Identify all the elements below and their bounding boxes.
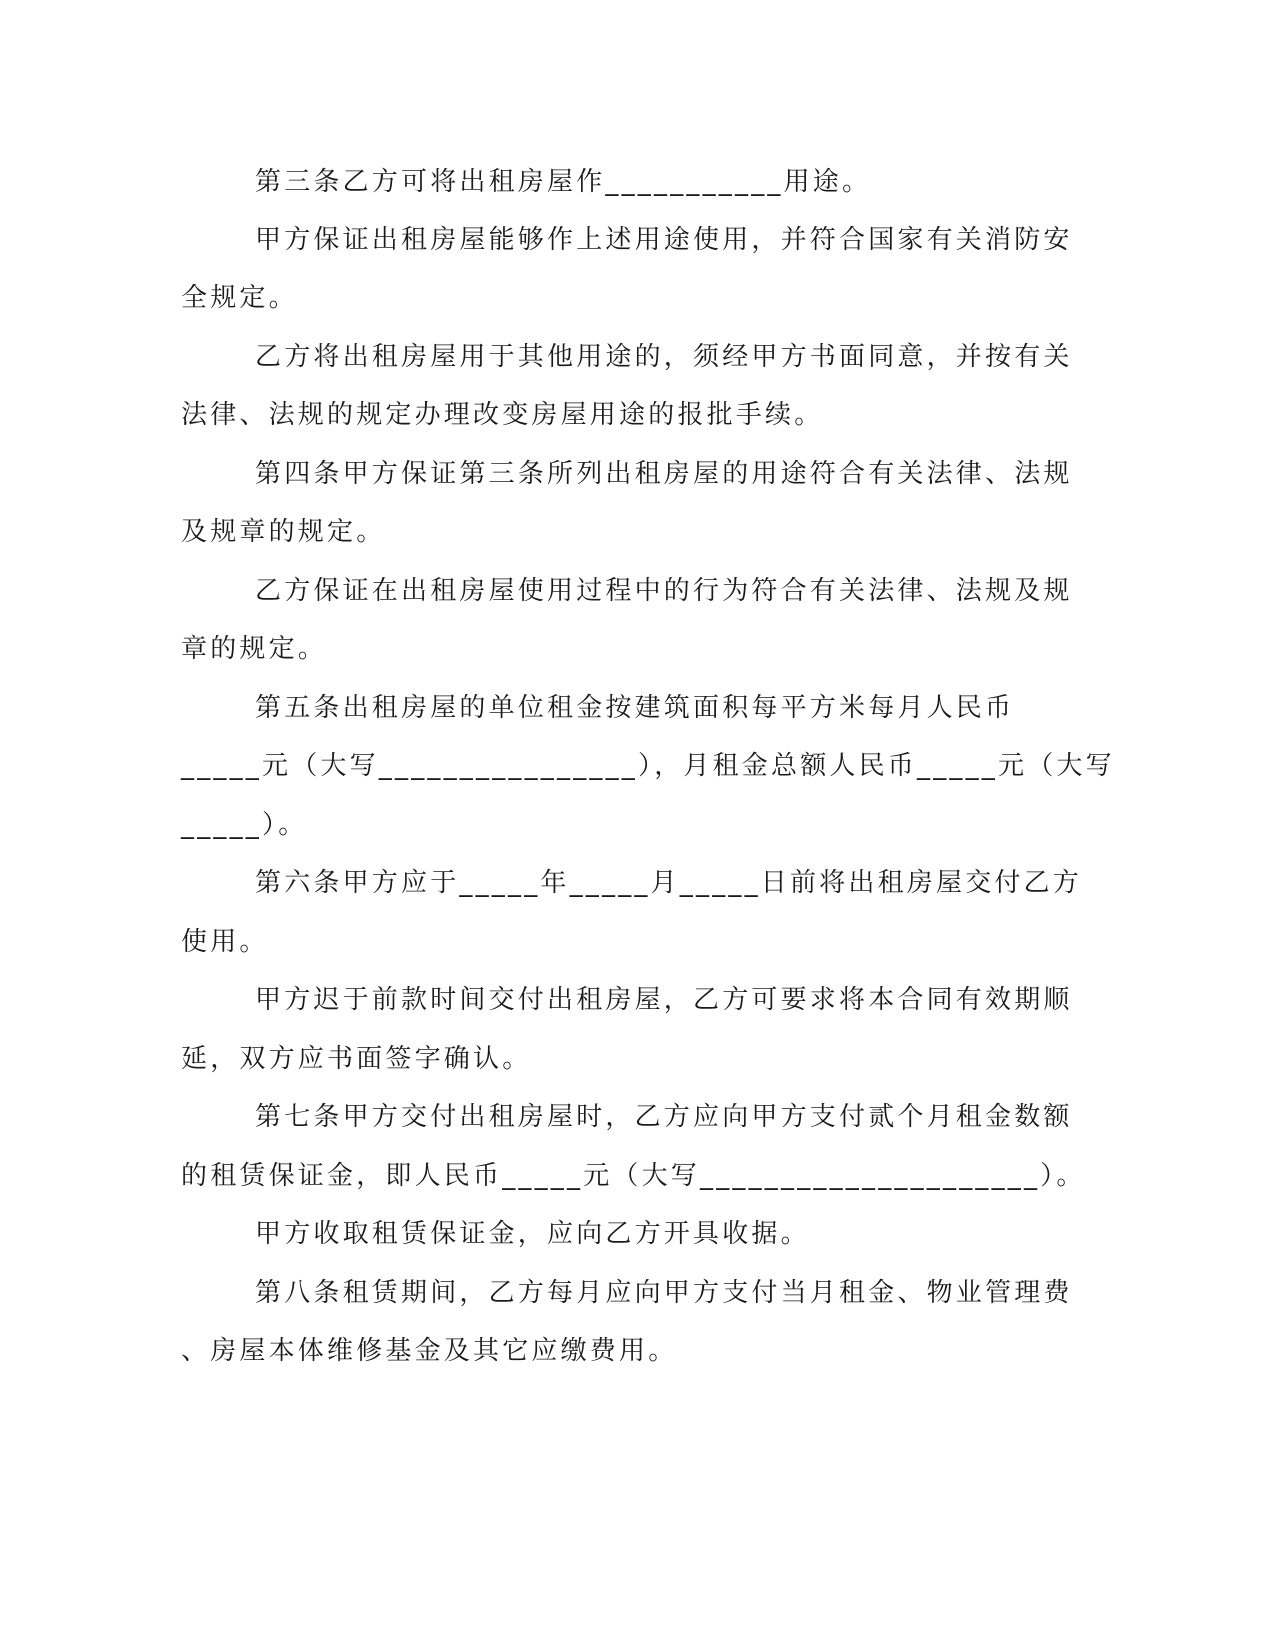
article-8-line-2: 、房屋本体维修基金及其它应缴费用。 — [181, 1336, 678, 1366]
article-3-use-line: 第三条乙方可将出租房屋作___________用途。 — [255, 167, 872, 197]
article-5-line-3: _____）。 — [181, 810, 308, 840]
article-6-line-1: 第六条甲方应于_____年_____月_____日前将出租房屋交付乙方 — [255, 868, 1083, 898]
article-4-line-2: 及规章的规定。 — [181, 517, 386, 547]
article-7-receipt-line: 甲方收取租赁保证金，应向乙方开具收据。 — [255, 1219, 810, 1249]
article-8-line-1: 第八条租赁期间，乙方每月应向甲方支付当月租金、物业管理费 — [255, 1278, 1073, 1308]
article-4-tenant-line-1: 乙方保证在出租房屋使用过程中的行为符合有关法律、法规及规 — [255, 576, 1073, 606]
article-4-tenant-line-2: 章的规定。 — [181, 634, 328, 664]
article-3-change-use-line-2: 法律、法规的规定办理改变房屋用途的报批手续。 — [181, 400, 824, 430]
article-3-change-use-line-1: 乙方将出租房屋用于其他用途的，须经甲方书面同意，并按有关 — [255, 342, 1073, 372]
article-4-line-1: 第四条甲方保证第三条所列出租房屋的用途符合有关法律、法规 — [255, 459, 1073, 489]
article-3-guarantee-line-1: 甲方保证出租房屋能够作上述用途使用，并符合国家有关消防安 — [255, 225, 1073, 255]
article-6-line-2: 使用。 — [181, 927, 269, 957]
article-6-delay-line-1: 甲方迟于前款时间交付出租房屋，乙方可要求将本合同有效期顺 — [255, 985, 1073, 1015]
article-3-guarantee-line-2: 全规定。 — [181, 283, 298, 313]
article-7-line-1: 第七条甲方交付出租房屋时，乙方应向甲方支付贰个月租金数额 — [255, 1102, 1073, 1132]
article-5-line-2: _____元（大写________________），月租金总额人民币_____元（大写 — [181, 751, 1115, 781]
article-7-line-2: 的租赁保证金，即人民币_____元（大写_____________________）。 — [181, 1161, 1086, 1191]
article-5-line-1: 第五条出租房屋的单位租金按建筑面积每平方米每月人民币 — [255, 693, 1015, 723]
article-6-delay-line-2: 延，双方应书面签字确认。 — [181, 1044, 532, 1074]
